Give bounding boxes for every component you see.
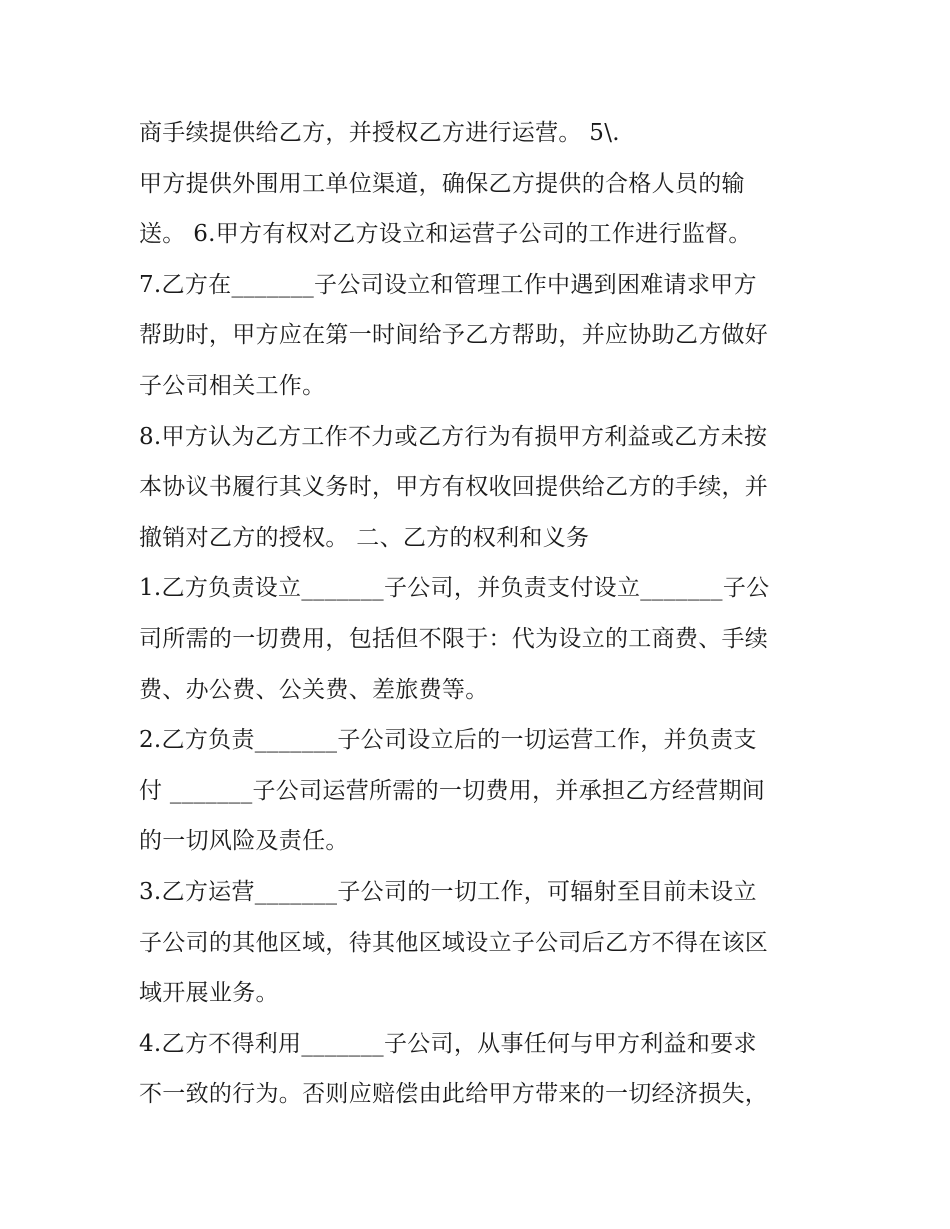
text-line: 1.乙方负责设立_______子公司，并负责支付设立_______子公: [139, 575, 770, 602]
text-line: 2.乙方负责_______子公司设立后的一切运营工作，并负责支: [139, 727, 757, 754]
text-line: 域开展业务。: [139, 980, 279, 1007]
text-line: 3.乙方运营_______子公司的一切工作，可辐射至目前未设立: [139, 878, 757, 905]
text-line: 商手续提供给乙方，并授权乙方进行运营。 5\.: [139, 120, 620, 146]
text-line: 子公司相关工作。: [139, 372, 326, 399]
text-line: 送。 6.甲方有权对乙方设立和运营子公司的工作进行监督。: [139, 221, 752, 248]
text-line: 4.乙方不得利用_______子公司，从事任何与甲方利益和要求: [139, 1030, 757, 1057]
text-line: 甲方提供外围用工单位渠道，确保乙方提供的合格人员的输: [139, 170, 745, 197]
text-line: 帮助时，甲方应在第一时间给予乙方帮助，并应协助乙方做好: [139, 322, 769, 349]
text-line: 撤销对乙方的授权。 二、乙方的权利和义务: [139, 524, 590, 551]
text-line: 本协议书履行其义务时，甲方有权收回提供给乙方的手续，并: [139, 474, 769, 501]
text-line: 的一切风险及责任。: [139, 828, 349, 855]
text-line: 费、办公费、公关费、差旅费等。: [139, 676, 489, 703]
text-line: 司所需的一切费用，包括但不限于：代为设立的工商费、手续: [139, 625, 769, 652]
text-line: 付 _______子公司运营所需的一切费用，并承担乙方经营期间: [139, 777, 766, 804]
text-line: 7.乙方在_______子公司设立和管理工作中遇到困难请求甲方: [139, 271, 757, 298]
text-line: 不一致的行为。否则应赔偿由此给甲方带来的一切经济损失，: [139, 1081, 769, 1108]
document-body: [139, 108, 829, 1120]
text-line: 子公司的其他区域，待其他区域设立子公司后乙方不得在该区: [139, 929, 769, 956]
text-line: 8.甲方认为乙方工作不力或乙方行为有损甲方利益或乙方未按: [139, 423, 768, 450]
